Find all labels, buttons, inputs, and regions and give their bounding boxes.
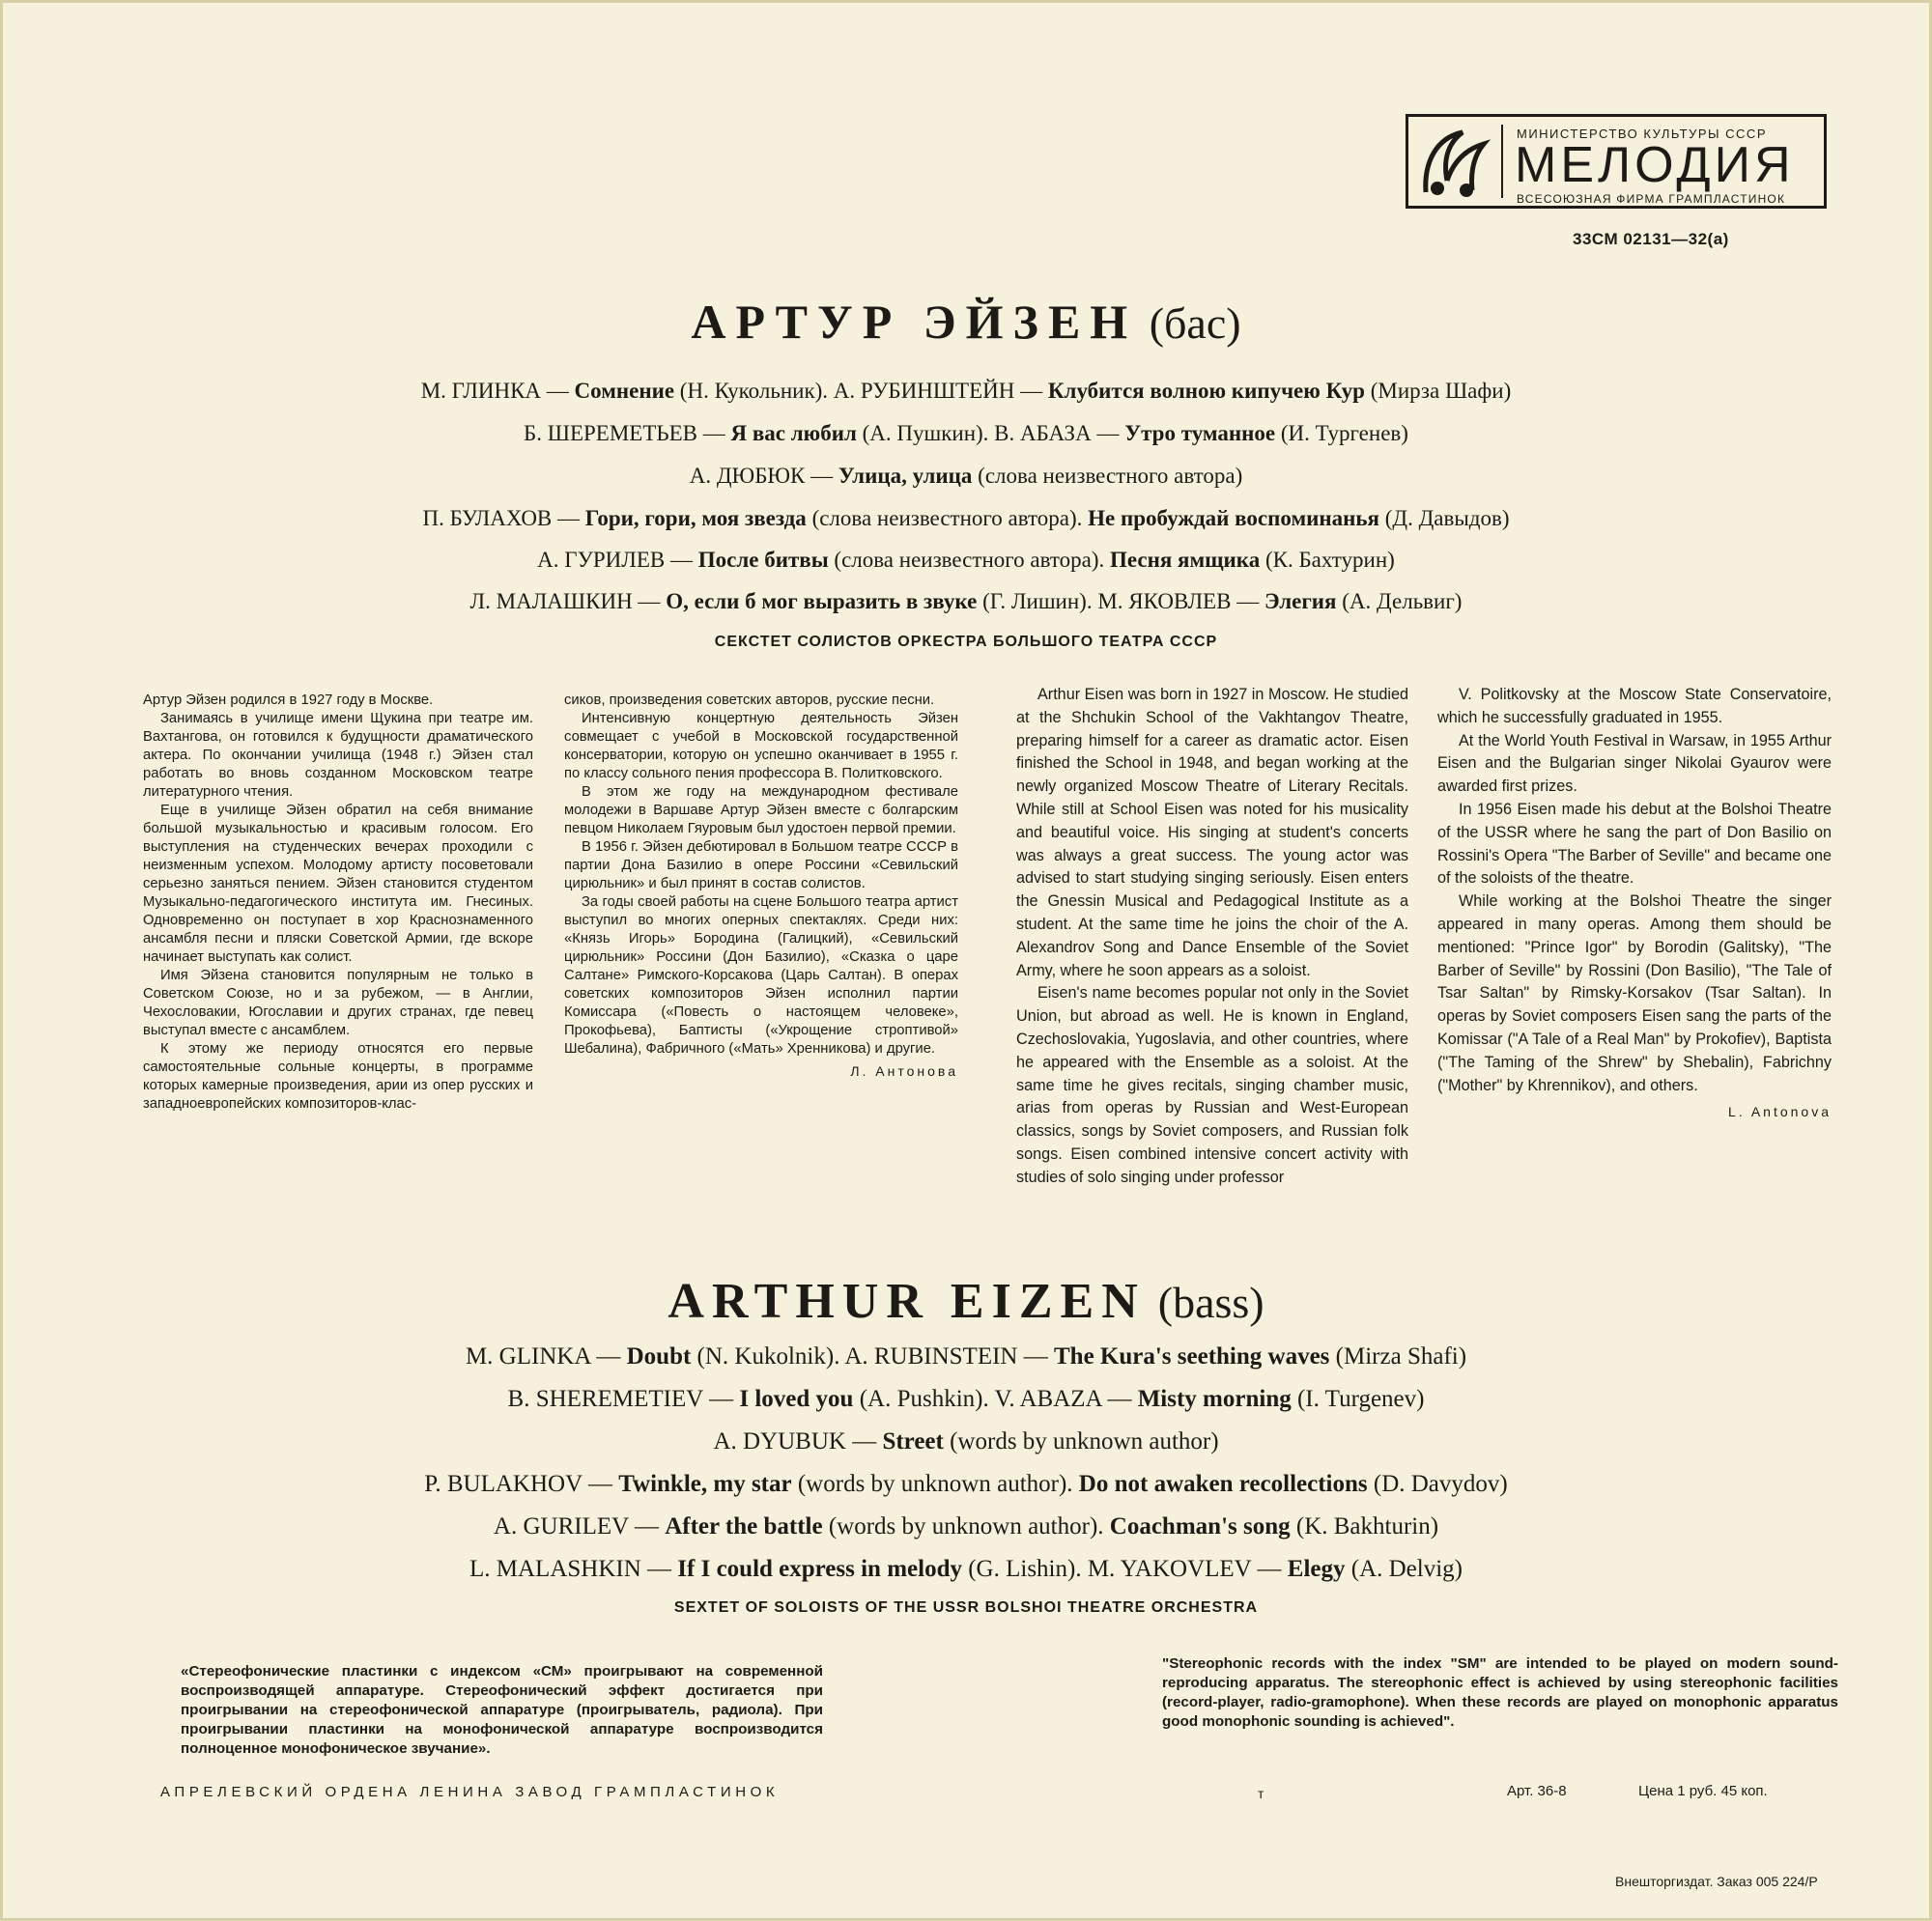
program-line-ru: А. ГУРИЛЕВ — После битвы (слова неизвестного автора). Песня ямщика (К. Бахтурин)	[537, 548, 1395, 572]
notes-ru-paragraph: За годы своей работы на сцене Большого театра артист выступил во многих оперных спектаклях. Среди них: «Князь Игорь» Бородина (Галицкий), «Севильский цирюльник» Россини (Дон Базилио), «Сказка о царе Салтане» Римского-Корсакова (Царь Салтан). В операх советских композиторов Эйзен исполнил партии Комиссара («Повесть о настоящем человеке», Прокофьева), Баптисты («Укрощение строптивой» Шебалина), Фабричного («Мать» Хренникова) и другие.	[564, 894, 958, 1057]
program-line-en: A. DYUBUK — Street (words by unknown author)	[713, 1428, 1219, 1455]
signature-en: L. Antonova	[1728, 1104, 1832, 1120]
program-line-en: L. MALASHKIN — If I could express in melody (G. Lishin). M. YAKOVLEV — Elegy (A. Delvig)	[469, 1556, 1463, 1582]
notes-ru-paragraph: Имя Эйзена становится популярным не только в Советском Союзе, но и за рубежом, — в Англии, Чехословакии, Югославии и других странах, где певец выступал вместе с ансамблем.	[143, 968, 533, 1038]
program-line-en: B. SHEREMETIEV — I loved you (A. Pushkin). V. ABAZA — Misty morning (I. Turgenev)	[507, 1386, 1425, 1412]
print-order: Внешторгиздат. Заказ 005 224/Р	[1615, 1874, 1818, 1889]
notes-en-paragraph: In 1956 Eisen made his debut at the Bolshoi Theatre of the USSR where he sang the part of Don Basilio on Rossini's Opera "The Barber of Seville" and became one of the soloists of the theatre.	[1437, 800, 1832, 888]
program-line-ru: М. ГЛИНКА — Сомнение (Н. Кукольник). А. РУБИНШТЕЙН — Клубится волною кипучею Кур (Мирза Шафи)	[420, 379, 1512, 403]
program-line-ru: Б. ШЕРЕМЕТЬЕВ — Я вас любил (А. Пушкин). В. АБАЗА — Утро туманное (И. Тургенев)	[524, 421, 1408, 445]
ensemble-en: SEXTET OF SOLOISTS OF THE USSR BOLSHOI THEATRE ORCHESTRA	[673, 1599, 1259, 1616]
pressing-plant: АПРЕЛЕВСКИЙ ОРДЕНА ЛЕНИНА ЗАВОД ГРАМПЛАСТИНОК	[160, 1784, 780, 1800]
notes-en-paragraph: Arthur Eisen was born in 1927 in Moscow. He studied at the Shchukin School of the Vakhtangov Theatre, preparing himself for a career as dramatic actor. Eisen finished the School in 1948, and began working at the newly organized Moscow Theatre of Literary Recitals. While still at School Eisen was noted for his musicality and beautiful voice. His singing at student's concerts was always a great success. The young actor was advised to start studying singing seriously. Eisen enters the Gnessin Musical and Pedagogical Institute as a student. At the same time he joins the choir of the A. Alexandrov Song and Dance Ensemble of the Soviet Army, where he soon appears as a soloist.	[1016, 686, 1408, 979]
voice-type-ru: (бас)	[1149, 298, 1241, 348]
program-line-ru: Л. МАЛАШКИН — О, если б мог выразить в звуке (Г. Лишин). М. ЯКОВЛЕВ — Элегия (А. Дельвиг)	[469, 589, 1463, 613]
program-line-en: M. GLINKA — Doubt (N. Kukolnik). A. RUBINSTEIN — The Kura's seething waves (Mirza Shafi)	[465, 1343, 1467, 1370]
notes-ru-paragraph: Артур Эйзен родился в 1927 году в Москве.	[143, 692, 434, 708]
artist-name-en: ARTHUR EIZEN	[668, 1274, 1146, 1329]
artist-title-ru	[0, 294, 1932, 350]
notes-ru-column-1	[143, 692, 533, 1114]
notes-en-paragraph: Eisen's name becomes popular not only in the Soviet Union, but abroad as well. He is known in England, Czechoslovakia, Yugoslavia, and other countries, where he appeared with the Ensemble as a soloist. At the same time he gives recitals, singing chamber music, arias from operas by Russian and West-European classics, songs by Soviet composers, and Russian folk songs. Eisen combined intensive concert activity with studies of solo singing under professor	[1016, 984, 1408, 1186]
notes-en-paragraph: At the World Youth Festival in Warsaw, in 1955 Arthur Eisen and the Bulgarian singer Nikolai Gyaurov were awarded first prizes.	[1437, 731, 1832, 796]
signature-ru: Л. Антонова	[850, 1063, 958, 1079]
notes-ru-paragraph: Занимаясь в училище имени Щукина при театре им. Вахтангова, он готовился к будущности драматического актера. По окончании училища (1948 г.) Эйзен стал работать во вновь созданном Московском театре литературного чтения.	[143, 711, 533, 800]
logo-brand-text: МЕЛОДИЯ	[1515, 137, 1795, 193]
artist-title-en	[0, 1273, 1932, 1330]
notes-en-paragraph: V. Politkovsky at the Moscow State Conservatoire, which he successfully graduated in 1955.	[1437, 686, 1832, 726]
logo-divider	[1501, 125, 1503, 198]
notes-ru-paragraph: К этому же периоду относятся его первые самостоятельные сольные концерты, в программе которых камерные произведения, арии из опер русских и западноевропейских композиторов-клас-	[143, 1041, 533, 1112]
price: Цена 1 руб. 45 коп.	[1638, 1783, 1768, 1799]
program-line-en: A. GURILEV — After the battle (words by unknown author). Coachman's song (K. Bakhturin)	[493, 1513, 1439, 1540]
notes-en-column-2	[1437, 684, 1832, 1124]
program-line-en: P. BULAKHOV — Twinkle, my star (words by unknown author). Do not awaken recollections (D. Davydov)	[424, 1471, 1508, 1497]
logo-ministry-text: МИНИСТЕРСТВО КУЛЬТУРЫ СССР	[1517, 127, 1767, 141]
program-line-ru: А. ДЮБЮК — Улица, улица (слова неизвестного автора)	[689, 464, 1243, 488]
notes-ru-paragraph: Интенсивную концертную деятельность Эйзен совмещает с учебой в Московской государственной консерватории, которую он успешно оканчивает в 1955 г. по классу сольного пения профессора В. Политковского.	[564, 711, 958, 781]
ensemble-ru: СЕКСТЕТ СОЛИСТОВ ОРКЕСТРА БОЛЬШОГО ТЕАТРА СССР	[714, 634, 1218, 650]
melodiya-logo	[1406, 114, 1827, 209]
melodiya-emblem-icon	[1418, 125, 1492, 200]
plant-mark: т	[1258, 1786, 1264, 1801]
stereo-note-en: "Stereophonic records with the index "SM" are intended to be played on modern sound-reproducing apparatus. The stereophonic effect is achieved by using stereophonic facilities (record-player, radio-gramophone). When these records are played on monophonic apparatus good monophonic sounding is achieved".	[1162, 1655, 1838, 1730]
notes-en-column-1	[1016, 684, 1408, 1190]
notes-ru-paragraph: Еще в училище Эйзен обратил на себя внимание большой музыкальностью и красивым голосом. Его выступления на студенческих вечерах проходили с неизменным успехом. Молодому артисту посоветовали серьезно заняться пением. Эйзен становится студентом Музыкально-педагогического института им. Гнесиных. Одновременно он поступает в хор Краснознаменного ансамбля песни и пляски Советской Армии, где вскоре начинает выступать как солист.	[143, 803, 533, 965]
artist-name-ru: АРТУР ЭЙЗЕН	[691, 295, 1138, 349]
catalog-number: 33СМ 02131—32(а)	[1573, 230, 1729, 248]
notes-ru-column-2	[564, 692, 958, 1081]
logo-firm-text: ВСЕСОЮЗНАЯ ФИРМА ГРАМПЛАСТИНОК	[1517, 192, 1786, 206]
article-code: Арт. 36-8	[1507, 1783, 1567, 1799]
notes-en-paragraph: While working at the Bolshoi Theatre the singer appeared in many operas. Among them should be mentioned: "Prince Igor" by Borodin (Galitsky), "The Barber of Seville" by Rossini (Don Basilio), "The Tale of Tsar Saltan" by Rimsky-Korsakov (Tsar Saltan). In operas by Soviet composers Eisen sang the parts of the Komissar ("A Tale of a Real Man" by Prokofiev), Baptista ("The Taming of the Shrew" by Shebalin), Fabrichny ("Mother" by Khrennikov), and others.	[1437, 892, 1832, 1094]
voice-type-en: (bass)	[1157, 1278, 1264, 1327]
stereo-note-ru: «Стереофонические пластинки с индексом «СМ» проигрывают на современной воспроизводящей аппаратуре. Стереофонический эффект достигается при проигрывании на стереофонической аппаратуре (проигрыватель, радиола). При проигрывании пластинки на монофонической аппаратуре воспроизводится полноценное монофоническое звучание».	[181, 1663, 823, 1757]
notes-ru-paragraph: В 1956 г. Эйзен дебютировал в Большом театре СССР в партии Дона Базилио в опере Россини «Севильский цирюльник» и был принят в состав солистов.	[564, 839, 958, 891]
notes-ru-paragraph: В этом же году на международном фестивале молодежи в Варшаве Артур Эйзен вместе с болгарским певцом Николаем Гяуровым был удостоен первой премии.	[564, 784, 958, 836]
program-line-ru: П. БУЛАХОВ — Гори, гори, моя звезда (слова неизвестного автора). Не пробуждай воспоминанья (Д. Давыдов)	[422, 506, 1510, 530]
notes-ru-paragraph: сиков, произведения советских авторов, русские песни.	[564, 692, 935, 708]
